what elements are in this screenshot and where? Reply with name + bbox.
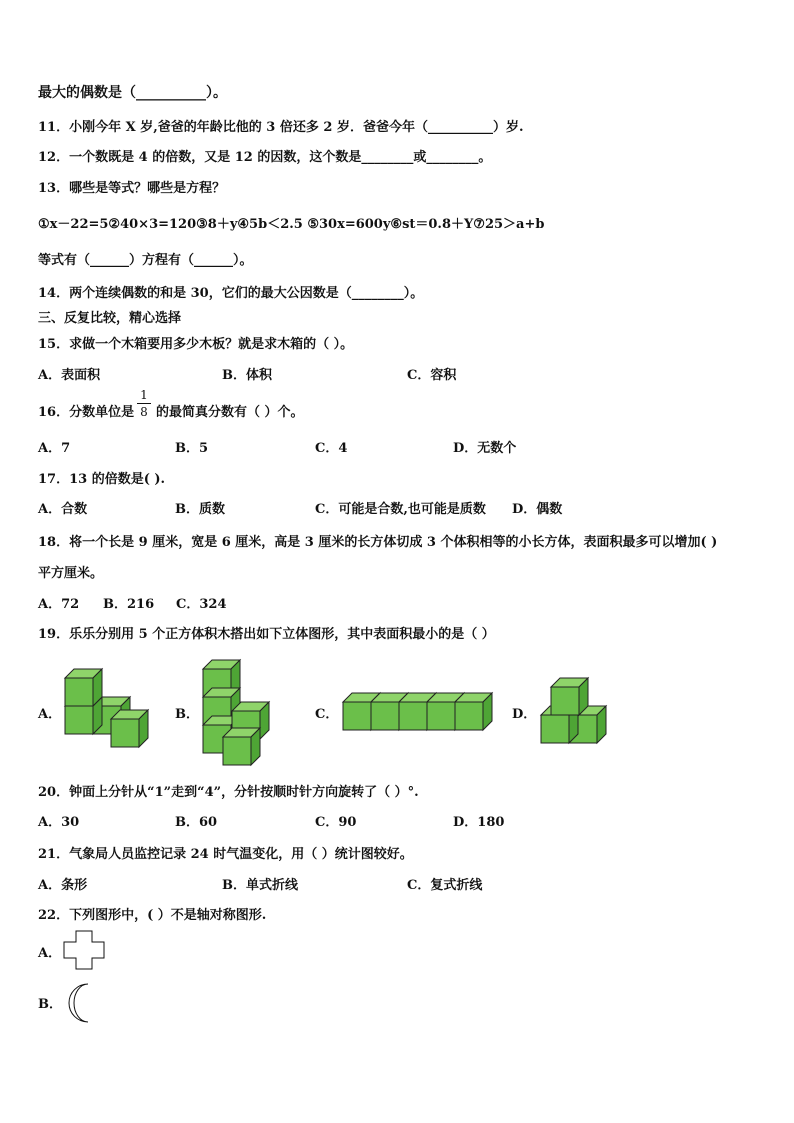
q16-line-b: 的最简真分数有（ ）个。 xyxy=(156,405,304,420)
cube-face xyxy=(343,702,371,730)
q18-option-b[interactable]: B．216 xyxy=(103,597,155,612)
q19-option-a[interactable]: A． xyxy=(38,707,62,722)
cube-face xyxy=(541,715,569,743)
crescent-moon-icon xyxy=(62,982,94,1024)
q20-option-c[interactable]: C．90 xyxy=(315,815,357,830)
cube-face xyxy=(223,737,251,765)
q10-line: 最大的偶数是（__________）。 xyxy=(38,85,227,101)
cube-face xyxy=(65,706,93,734)
q22-option-b[interactable]: B． xyxy=(38,997,62,1012)
q14-line: 14．两个连续偶数的和是 30，它们的最大公因数是（________）。 xyxy=(38,286,424,301)
q20-option-d[interactable]: D．180 xyxy=(453,815,505,830)
q15-option-c[interactable]: C．容积 xyxy=(407,368,457,383)
cross-shape-icon xyxy=(63,930,105,970)
q12-line: 12．一个数既是 4 的倍数，又是 12 的因数，这个数是________或________。 xyxy=(38,150,492,165)
q17-option-b[interactable]: B．质数 xyxy=(175,502,225,517)
fraction-one-eighth xyxy=(137,388,151,419)
cube-figure-d xyxy=(535,665,620,750)
q11-line: 11．小刚今年 X 岁,爸爸的年龄比他的 3 倍还多 2 岁．爸爸今年（__________）岁. xyxy=(38,120,524,135)
q22-option-a[interactable]: A． xyxy=(38,946,62,961)
section-3-heading: 三、反复比较，精心选择 xyxy=(38,311,182,326)
q19-option-c[interactable]: C． xyxy=(315,707,339,722)
cube-face xyxy=(399,702,427,730)
q20-line: 20．钟面上分针从“1”走到“4”，分针按顺时针方向旋转了（ ）°. xyxy=(38,785,419,800)
cube-figure-b xyxy=(195,648,285,773)
q17-option-c[interactable]: C．可能是合数,也可能是质数 xyxy=(315,502,486,517)
q18-line-2: 平方厘米。 xyxy=(38,566,104,581)
q21-line: 21．气象局人员监控记录 24 时气温变化，用（ ）统计图较好。 xyxy=(38,847,413,862)
q18-line: 18．将一个长是 9 厘米，宽是 6 厘米，高是 3 厘米的长方体切成 3 个体积相等的小长方体，表面积最多可以增加( ) xyxy=(38,535,718,550)
fraction-numerator: 1 xyxy=(140,388,148,402)
cube-face xyxy=(111,719,139,747)
cube-face xyxy=(65,678,93,706)
cube-face xyxy=(455,702,483,730)
q19-option-b[interactable]: B． xyxy=(175,707,199,722)
q13-line: 13．哪些是等式？哪些是方程？ xyxy=(38,181,226,196)
cube-face xyxy=(427,702,455,730)
q21-option-a[interactable]: A．条形 xyxy=(38,878,88,893)
q17-option-d[interactable]: D．偶数 xyxy=(512,502,563,517)
q19-line: 19．乐乐分别用 5 个正方体积木搭出如下立体图形，其中表面积最小的是（ ） xyxy=(38,627,495,642)
q16-option-c[interactable]: C．4 xyxy=(315,441,348,456)
q13-answer-line: 等式有（______）方程有（______）。 xyxy=(38,253,253,268)
cube-figure-c xyxy=(335,680,500,735)
cube-face xyxy=(371,702,399,730)
q18-option-a[interactable]: A．72 xyxy=(38,597,80,612)
cube-face xyxy=(551,687,579,715)
q17-line: 17．13 的倍数是( ). xyxy=(38,472,166,487)
q16-option-d[interactable]: D．无数个 xyxy=(453,441,517,456)
q13-equations: ①x－22=5②40×3=120③8＋y④5b＜2.5 ⑤30x=600y⑥st＝0.8＋Y⑦25＞a+b xyxy=(38,217,545,232)
q16-option-b[interactable]: B．5 xyxy=(175,441,209,456)
q18-option-c[interactable]: C．324 xyxy=(176,597,227,612)
q16-option-a[interactable]: A．7 xyxy=(38,441,71,456)
q19-option-d[interactable]: D． xyxy=(512,707,537,722)
q16-line-a: 16．分数单位是 xyxy=(38,405,135,420)
q22-line: 22．下列图形中，( ）不是轴对称图形. xyxy=(38,908,267,923)
q15-option-b[interactable]: B．体积 xyxy=(222,368,272,383)
fraction-bar xyxy=(137,403,151,404)
fraction-denominator: 8 xyxy=(140,405,148,419)
cube-figure-a xyxy=(55,665,165,755)
q21-option-c[interactable]: C．复式折线 xyxy=(407,878,483,893)
q17-option-a[interactable]: A．合数 xyxy=(38,502,88,517)
q20-option-a[interactable]: A．30 xyxy=(38,815,80,830)
q15-line: 15．求做一个木箱要用多少木板？就是求木箱的（ ）。 xyxy=(38,337,354,352)
q20-option-b[interactable]: B．60 xyxy=(175,815,218,830)
q15-option-a[interactable]: A．表面积 xyxy=(38,368,101,383)
q21-option-b[interactable]: B．单式折线 xyxy=(222,878,298,893)
